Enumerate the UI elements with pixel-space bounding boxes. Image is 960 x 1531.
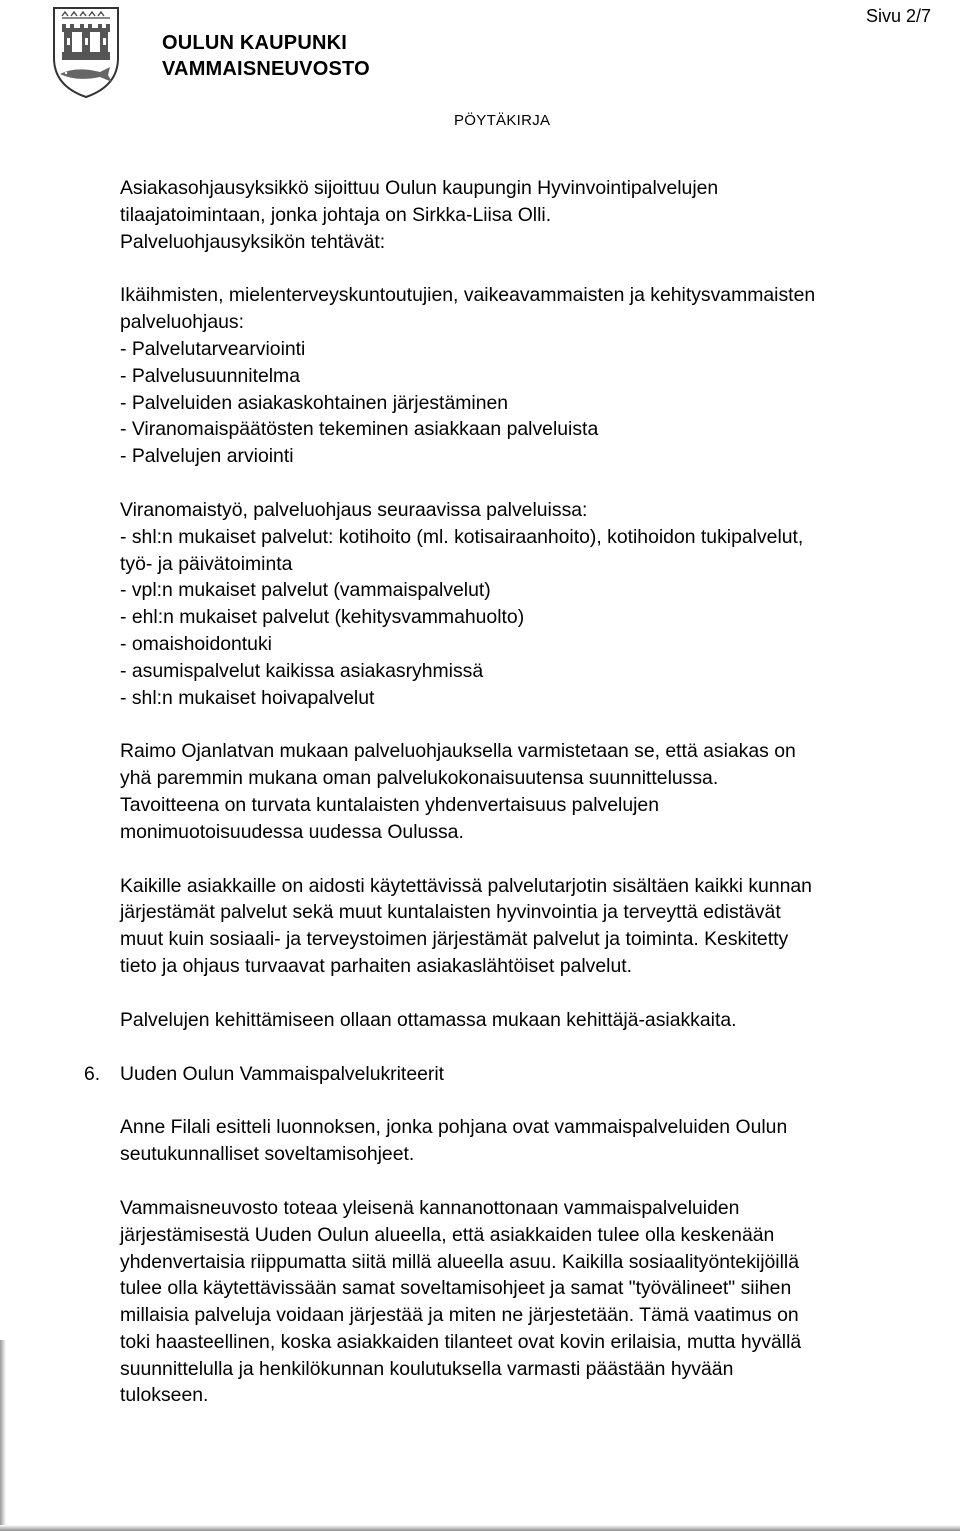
list-item: - Palvelutarvearviointi bbox=[120, 337, 306, 360]
document-body bbox=[84, 175, 950, 1409]
section-title: Uuden Oulun Vammaispalvelukriteerit bbox=[120, 1062, 445, 1085]
paragraph-6 bbox=[120, 1007, 950, 1034]
text-line: toki haasteellinen, koska asiakkaiden tilanteet ovat kovin erilaisia, mutta hyvällä bbox=[120, 1330, 802, 1353]
text-line: Raimo Ojanlatvan mukaan palveluohjauksella varmistetaan se, että asiakas on bbox=[120, 740, 796, 763]
scan-edge-left bbox=[0, 1340, 6, 1531]
section-6-heading bbox=[84, 1061, 950, 1088]
text-line: Asiakasohjausyksikkö sijoittuu Oulun kaupungin Hyvinvointipalvelujen bbox=[120, 177, 719, 199]
text-line: millaisia palveluja voidaan järjestää ja miten ne järjestetään. Tämä vaatimus on bbox=[120, 1304, 799, 1327]
text-line: Tavoitteena on turvata kuntalaisten yhdenvertaisuus palvelujen bbox=[120, 793, 659, 816]
paragraph-1 bbox=[120, 175, 950, 255]
text-line: Viranomaistyö, palveluohjaus seuraavissa palveluissa: bbox=[120, 498, 588, 521]
document-type: PÖYTÄKIRJA bbox=[454, 112, 551, 129]
paragraph-4 bbox=[120, 738, 950, 845]
list-item: - ehl:n mukaiset palvelut (kehitysvammahuolto) bbox=[120, 606, 525, 629]
scan-edge-bottom bbox=[0, 1525, 960, 1531]
text-line: Ikäihmisten, mielenterveyskuntoutujien, vaikeavammaisten ja kehitysvammaisten bbox=[120, 284, 816, 307]
list-item: - Viranomaispäätösten tekeminen asiakkaan palveluista bbox=[120, 418, 599, 441]
paragraph-2 bbox=[120, 282, 950, 470]
org-line-1: OULUN KAUPUNKI bbox=[162, 32, 348, 54]
paragraph-7 bbox=[120, 1114, 950, 1168]
list-item: - shl:n mukaiset hoivapalvelut bbox=[120, 686, 375, 709]
list-item: - asumispalvelut kaikissa asiakasryhmissä bbox=[120, 659, 484, 682]
paragraph-8 bbox=[120, 1195, 950, 1409]
text-line: yhdenvertaisia riippumatta siitä millä alueella asuu. Kaikilla sosiaalityöntekijöillä bbox=[120, 1250, 800, 1273]
page-number: Sivu 2/7 bbox=[866, 6, 932, 26]
text-line: järjestämisestä Uuden Oulun alueella, että asiakkaiden tulee olla keskenään bbox=[120, 1223, 775, 1246]
list-item: - Palvelusuunnitelma bbox=[120, 364, 300, 387]
text-line: järjestämät palvelut sekä muut kuntalaisten hyvinvointia ja terveyttä edistävät bbox=[120, 901, 781, 924]
section-number: 6. bbox=[84, 1062, 101, 1085]
text-line: tulokseen. bbox=[120, 1384, 209, 1407]
text-line: suunnittelulla ja henkilökunnan koulutuksella varmasti päästään hyvään bbox=[120, 1357, 734, 1380]
text-line: Anne Filali esitteli luonnoksen, jonka pohjana ovat vammaispalveluiden Oulun bbox=[120, 1116, 788, 1139]
text-line: Palveluohjausyksikön tehtävät: bbox=[120, 230, 386, 253]
text-line: tilaajatoimintaan, jonka johtaja on Sirkka-Liisa Olli. bbox=[120, 203, 552, 226]
list-item: - omaishoidontuki bbox=[120, 632, 272, 655]
text-line: palveluohjaus: bbox=[120, 311, 244, 334]
paragraph-5 bbox=[120, 873, 950, 980]
list-item: - shl:n mukaiset palvelut: kotihoito (ml. kotisairaanhoito), kotihoidon tukipalvelut, bbox=[120, 525, 804, 548]
org-line-2: VAMMAISNEUVOSTO bbox=[162, 58, 370, 80]
organization-name bbox=[162, 30, 370, 82]
text-line: tieto ja ohjaus turvaavat parhaiten asiakaslähtöiset palvelut. bbox=[120, 954, 633, 977]
text-line: Vammaisneuvosto toteaa yleisenä kannanottonaan vammaispalveluiden bbox=[120, 1196, 740, 1219]
city-crest-logo bbox=[50, 4, 122, 100]
text-line: Kaikille asiakkaille on aidosti käytettävissä palvelutarjotin sisältäen kaikki kunnan bbox=[120, 874, 812, 897]
list-item: - vpl:n mukaiset palvelut (vammaispalvelut) bbox=[120, 579, 491, 602]
text-line: yhä paremmin mukana oman palvelukokonaisuutensa suunnittelussa. bbox=[120, 767, 719, 790]
list-item: - Palvelujen arviointi bbox=[120, 445, 294, 468]
text-line: tulee olla käytettävissään samat soveltamisohjeet ja samat "työvälineet" siihen bbox=[120, 1277, 792, 1300]
text-line: monimuotoisuudessa uudessa Oulussa. bbox=[120, 820, 464, 843]
text-line: Palvelujen kehittämiseen ollaan ottamassa mukaan kehittäjä-asiakkaita. bbox=[120, 1008, 737, 1031]
text-line: muut kuin sosiaali- ja terveystoimen järjestämät palvelut ja toiminta. Keskitetty bbox=[120, 928, 789, 951]
list-item: työ- ja päivätoiminta bbox=[120, 552, 293, 575]
list-item: - Palveluiden asiakaskohtainen järjestäminen bbox=[120, 391, 509, 414]
paragraph-3 bbox=[120, 497, 950, 711]
text-line: seutukunnalliset soveltamisohjeet. bbox=[120, 1143, 415, 1166]
